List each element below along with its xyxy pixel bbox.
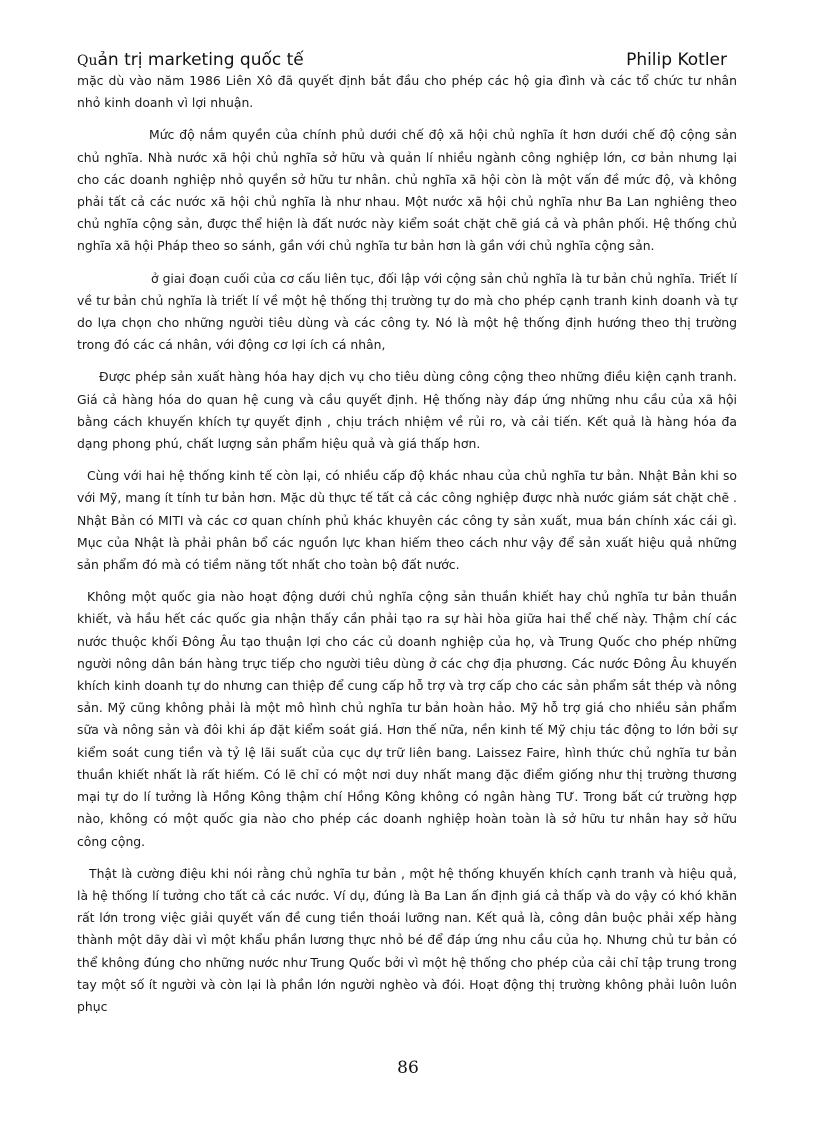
paragraph-4: Được phép sản xuất hàng hóa hay dịch vụ cho tiêu dùng công cộng theo những điều kiện cạnh tranh. Giá cả hàng hóa do quan hệ cung và cầu quyết định. Hệ thống này đáp ứng những nhu cầu của xã hội bằng cách khuyến khích tự quyết định , chịu trách nhiệm về rủi ro, và cải tiến. Kết quả là hàng hóa đa dạng phong phú, chất lượng sản phẩm hiệu quả và giá thấp hơn. — [77, 369, 737, 452]
document-body — [77, 70, 737, 1028]
book-title — [77, 50, 304, 70]
paragraph-1: mặc dù vào năm 1986 Liên Xô đã quyết định bắt đầu cho phép các hộ gia đình và các tổ chức tư nhân nhỏ kinh doanh vì lợi nhuận. — [77, 73, 737, 111]
paragraph-5: Cùng với hai hệ thống kinh tế còn lại, có nhiều cấp độ khác nhau của chủ nghĩa tư bản. Nhật Bản khi so với Mỹ, mang ít tính tư bản hơn. Mặc dù thực tế tất cả các công nghiệp được nhà nước giám sát chặt chẽ . Nhật Bản có MITI và các cơ quan chính phủ khác khuyên các công ty sản xuất, mua bán chính xác cái gì. Mục của Nhật là phải phân bổ các nguồn lực khan hiếm theo cách như vậy để sản xuất hiệu quả những sản phẩm đó mà có tiềm năng tốt nhất cho toàn bộ đất nước. — [77, 468, 737, 573]
paragraph-7: Thật là cường điệu khi nói rằng chủ nghĩa tư bản , một hệ thống khuyến khích cạnh tranh và hiệu quả, là hệ thống lí tưởng cho tất cả các nước. Ví dụ, đúng là Ba Lan ấn định giá cả thấp và do vậy có khó khăn rất lớn trong việc giải quyết vấn đề cung tiền thoái lưỡng nan. Kết quả là, công dân buộc phải xếp hàng thành một dãy dài vì một khẩu phần lương thực nhỏ bé để đáp ứng nhu cầu của họ. Nhưng chủ tư bản có thể không đúng cho những nước như Trung Quốc bởi vì một hệ thống cho phép của cải chỉ tập trung trong tay một số ít người và còn lại là phần lớn người nghèo và đói. Hoạt động thị trường không phải luôn luôn phục — [77, 865, 737, 1014]
book-title-prefix: Qu — [77, 53, 98, 69]
page-header — [77, 50, 727, 72]
book-title-rest: ản trị marketing quốc tế — [97, 50, 304, 70]
paragraph-6: Không một quốc gia nào hoạt động dưới chủ nghĩa cộng sản thuần khiết hay chủ nghĩa tư bản thuần khiết, và hầu hết các quốc gia nhận thấy cần phải tạo ra sự hài hòa giữa hai thể chế này. Thậm chí các nước thuộc khối Đông Âu tạo thuận lợi cho các củ doanh nghiệp của họ, và Trung Quốc cho phép những người nông dân bán hàng trực tiếp cho người tiêu dùng ở các chợ địa phương. Các nước Đông Âu khuyến khích kinh doanh tự do nhưng can thiệp để cung cấp hỗ trợ và trợ cấp cho các sản phẩm sắt thép và nông sản. Mỹ cũng không phải là một mô hình chủ nghĩa tư bản hoàn hảo. Mỹ hỗ trợ giá cho nhiều sản phẩm sữa và nông sản và đôi khi áp đặt kiểm soát giá. Hơn thế nữa, nền kinh tế Mỹ chịu tác động to lớn bởi sự kiểm soát cung tiền và tỷ lệ lãi suất của cục dự trữ liên bang. Laissez Faire, hình thức chủ nghĩa tư bản thuần khiết nhất là rất hiếm. Có lẽ chỉ có một nơi duy nhất mang đặc điểm giống như thị trường thương mại tự do lí tưởng là Hồng Kông thậm chí Hồng Kông không có ngân hàng TƯ. Trong bất cứ trường hợp nào, không có một quốc gia nào cho phép các doanh nghiệp hoàn toàn là sở hữu tư nhân hay sở hữu công cộng. — [77, 589, 737, 849]
page-number: 86 — [397, 1058, 419, 1078]
paragraph-3: ở giai đoạn cuối của cơ cấu liên tục, đối lập với cộng sản chủ nghĩa là tư bản chủ nghĩa. Triết lí về tư bản chủ nghĩa là triết lí về một hệ thống thị trường tự do mà cho phép cạnh tranh kinh doanh và tự do lựa chọn cho những người tiêu dùng và các công ty. Nó là một hệ thống định hướng theo thị trường trong đó các cá nhân, với động cơ lợi ích cá nhân, — [77, 270, 737, 353]
author-name: Philip Kotler — [626, 50, 727, 70]
paragraph-2: Mức độ nắm quyền của chính phủ dưới chế độ xã hội chủ nghĩa ít hơn dưới chế độ cộng sản chủ nghĩa. Nhà nước xã hội chủ nghĩa sở hữu và quản lí nhiều ngành công nghiệp lớn, cơ bản nhưng lại cho các doanh nghiệp nhỏ quyền sở hữu tư nhân. chủ nghĩa xã hội còn là một vấn đề mức độ, và không phải tất cả các nước xã hội chủ nghĩa là như nhau. Một nước xã hội chủ nghĩa như Ba Lan nghiêng theo chủ nghĩa cộng sản, được thể hiện là đất nước này kiểm soát chặt chẽ giá cả và phân phối. Hệ thống chủ nghĩa xã hội Pháp theo so sánh, gần với chủ nghĩa tư bản hơn là gần với chủ nghĩa cộng sản. — [77, 127, 737, 254]
